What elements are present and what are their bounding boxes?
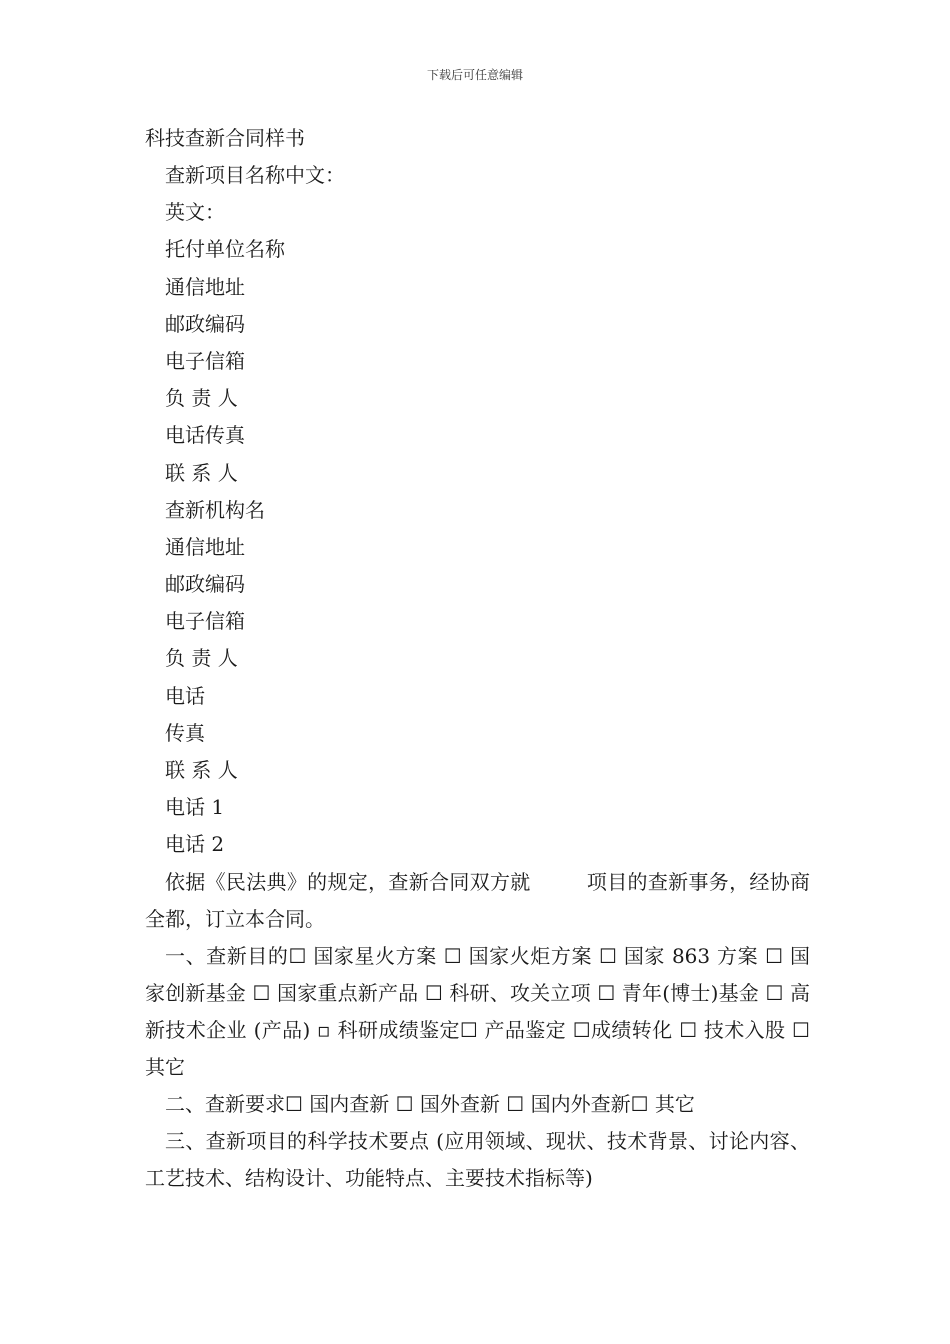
field-label: 通信地址: [165, 274, 245, 299]
intro-text-b: 项目的查新事务，经协商全都，订立本合同。: [145, 869, 811, 931]
field-label: 电话 1: [165, 795, 225, 820]
field-label: 电子信箱: [165, 348, 245, 373]
field-label: 托付单位名称: [165, 237, 285, 262]
field-label: 负 责 人: [165, 386, 238, 411]
intro-text-a: 依据《民法典》的规定，查新合同双方就: [165, 869, 531, 894]
field-label: 电子信箱: [165, 609, 245, 634]
field-label: 通信地址: [165, 534, 245, 559]
field-label: 电话传真: [165, 423, 245, 448]
page-header: 下载后可任意编辑: [426, 68, 523, 82]
section-requirements: 二、查新要求☐ 国内查新 ☐ 国外查新 ☐ 国内外查新☐ 其它: [165, 1091, 695, 1116]
section-tech-points: 三、查新项目的科学技术要点 (应用领域、现状、技术背景、讨论内容、工艺技术、结构设计、功能特点、主要技术指标等): [145, 1128, 810, 1190]
field-label: 电话: [165, 683, 205, 708]
intro-paragraph: [145, 864, 810, 938]
field-label: 查新机构名: [165, 497, 265, 522]
field-label: 传真: [165, 720, 205, 745]
field-label: 联 系 人: [165, 460, 238, 485]
field-label: 英文：: [165, 200, 225, 225]
document-title: 科技查新合同样书: [145, 126, 305, 150]
field-label: 查新项目名称中文：: [165, 163, 345, 187]
field-label: 负 责 人: [165, 646, 238, 671]
field-label: 邮政编码: [165, 572, 245, 597]
field-label: 联 系 人: [165, 758, 238, 782]
field-label: 邮政编码: [165, 311, 245, 336]
document-body: [145, 120, 810, 1197]
section-purpose: 一、查新目的☐ 国家星火方案 ☐ 国家火炬方案 ☐ 国家 863 方案 ☐ 国家创新基金 ☐ 国家重点新产品 ☐ 科研、攻关立项 ☐ 青年(博士)基金 ☐ 高新技术企业 (产品) ▫ 科研成绩鉴定☐ 产品鉴定 ☐成绩转化 ☐ 技术入股 ☐ 其它: [145, 943, 810, 1079]
field-label: 电话 2: [165, 832, 225, 857]
